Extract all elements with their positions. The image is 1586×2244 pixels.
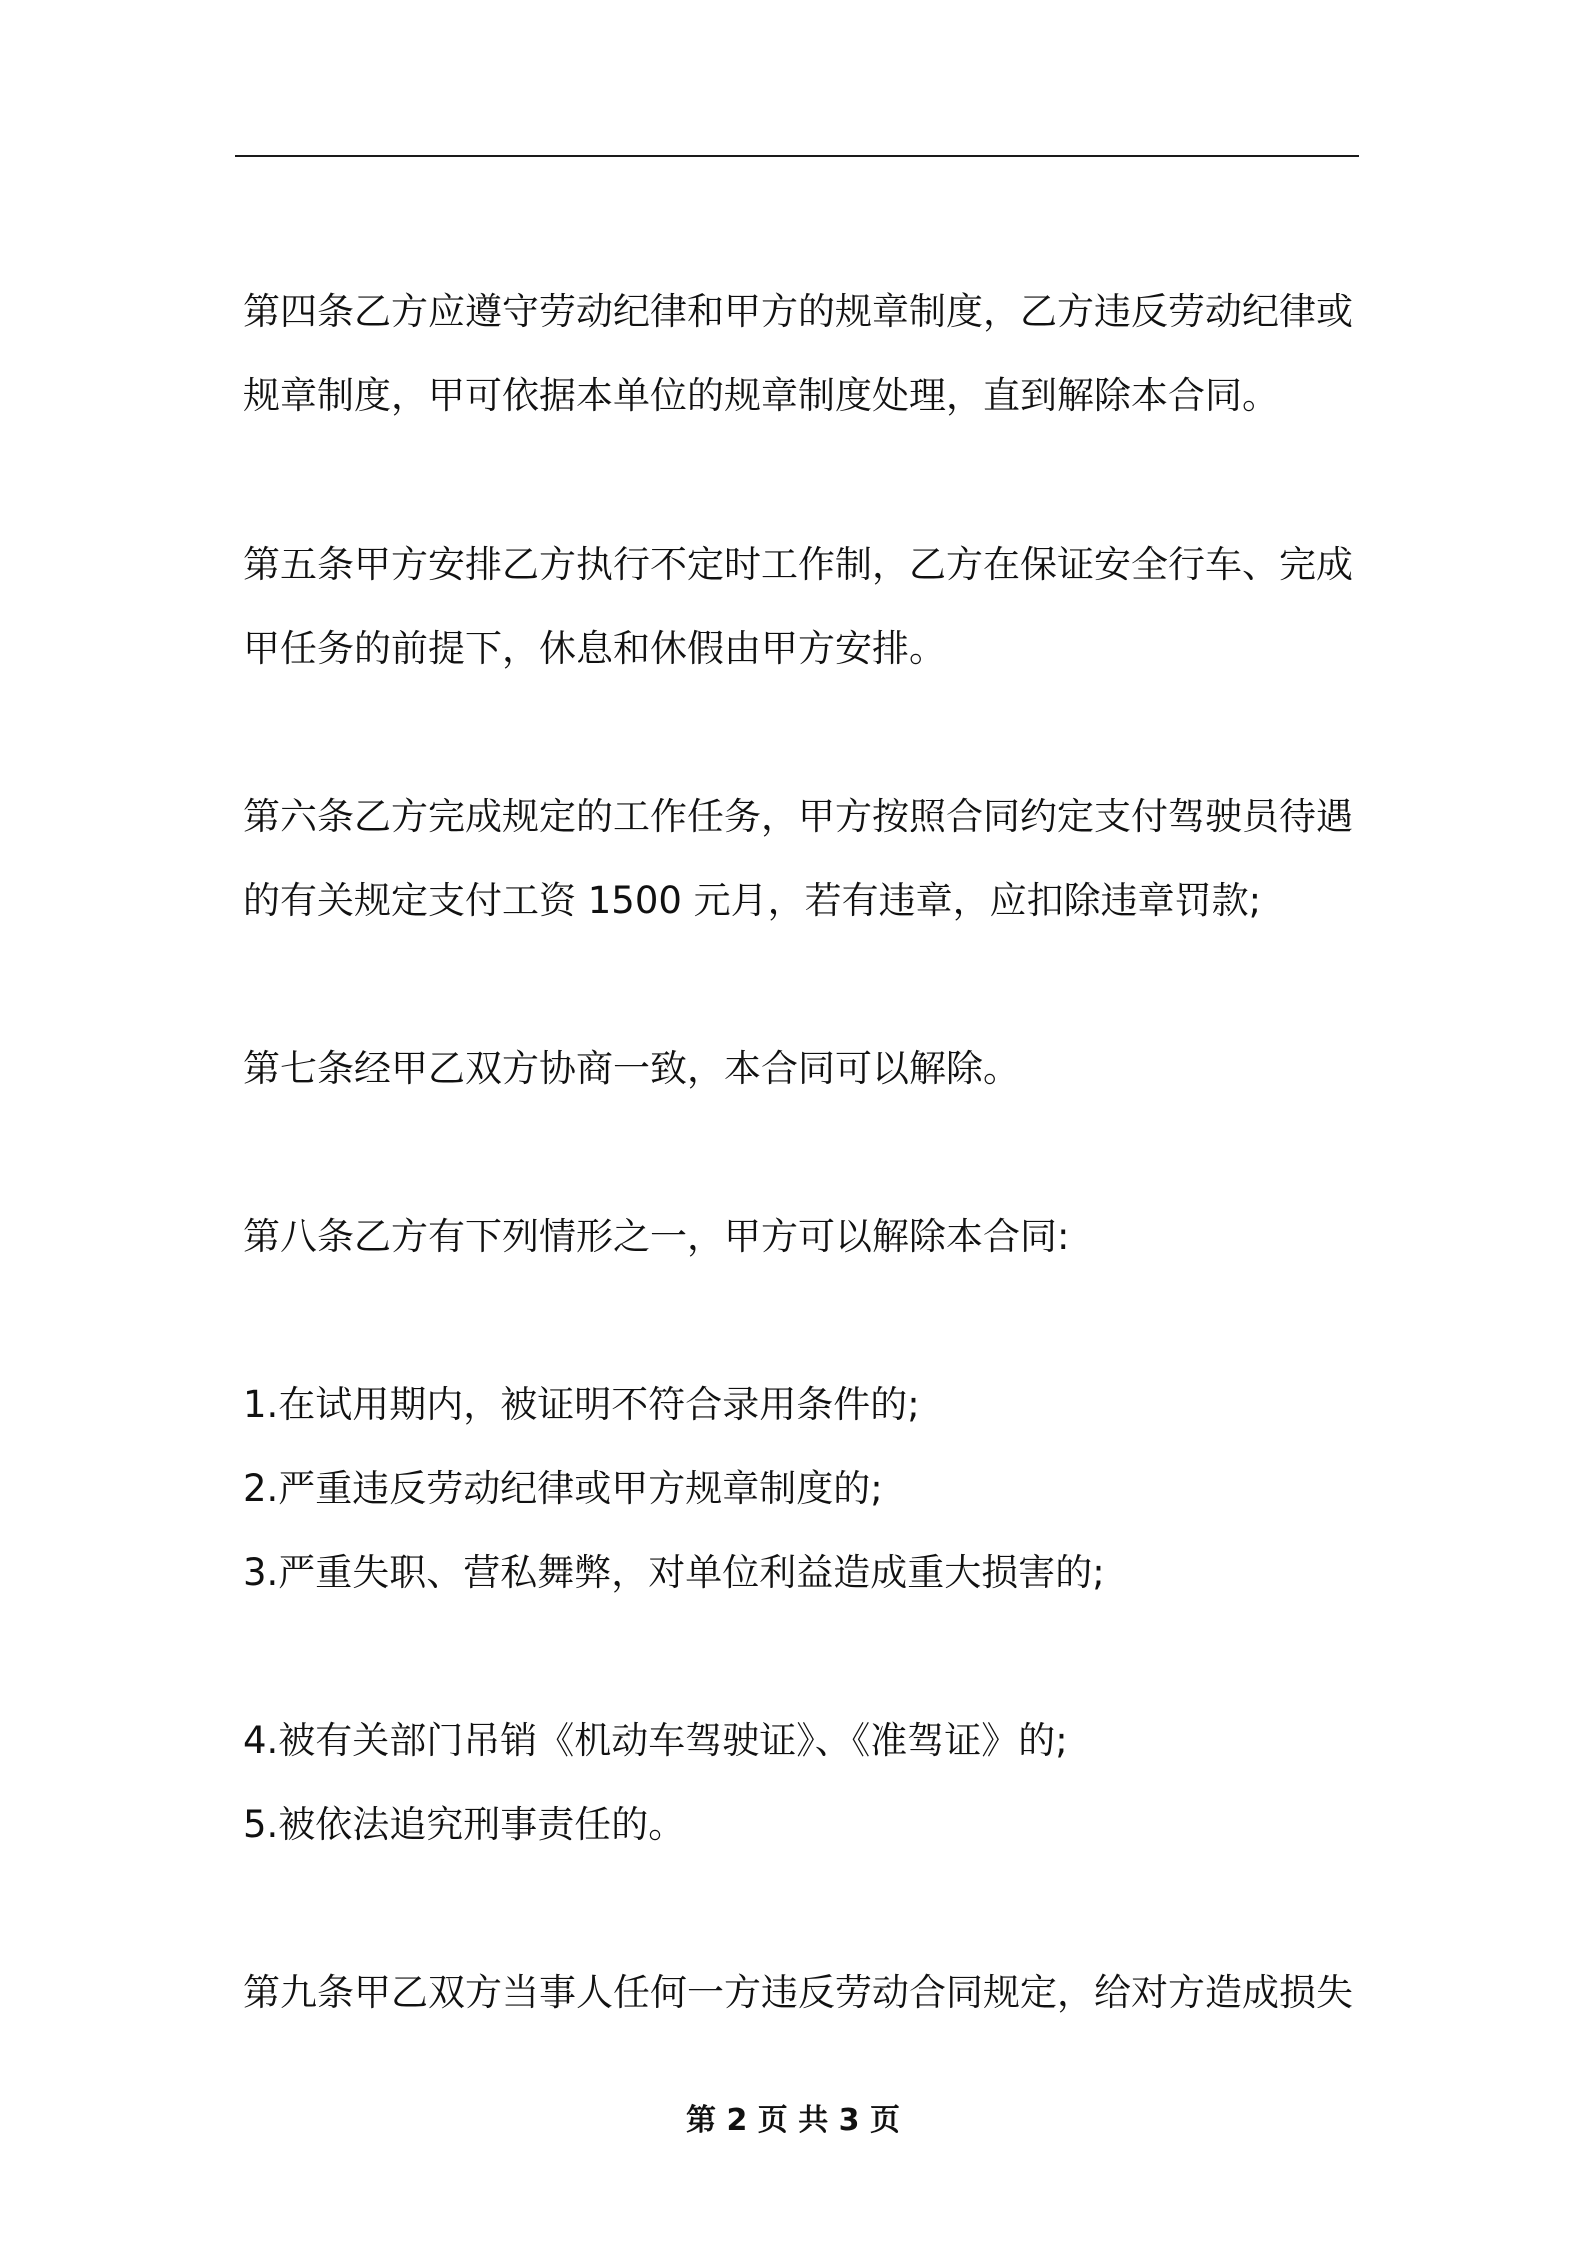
clause-6-line-1: 第六条乙方完成规定的工作任务，甲方按照合同约定支付驾驶员待遇	[243, 795, 1353, 838]
list-item-5: 5.被依法追究刑事责任的。	[243, 1803, 686, 1846]
clause-7: 第七条经甲乙双方协商一致，本合同可以解除。	[243, 1047, 1020, 1090]
list-item-1: 1.在试用期内，被证明不符合录用条件的;	[243, 1383, 920, 1426]
clause-5-line-1: 第五条甲方安排乙方执行不定时工作制，乙方在保证安全行车、完成	[243, 543, 1353, 586]
clause-9-line-1: 第九条甲乙双方当事人任何一方违反劳动合同规定，给对方造成损失	[243, 1971, 1353, 2014]
clause-4-line-2: 规章制度，甲可依据本单位的规章制度处理，直到解除本合同。	[243, 374, 1279, 417]
list-item-2: 2.严重违反劳动纪律或甲方规章制度的;	[243, 1467, 883, 1510]
clause-4-line-1: 第四条乙方应遵守劳动纪律和甲方的规章制度，乙方违反劳动纪律或	[243, 290, 1353, 333]
list-item-4: 4.被有关部门吊销《机动车驾驶证》、《准驾证》的;	[243, 1719, 1068, 1762]
clause-6-line-2: 的有关规定支付工资 1500 元月，若有违章，应扣除违章罚款;	[243, 879, 1262, 922]
list-item-3: 3.严重失职、营私舞弊，对单位利益造成重大损害的;	[243, 1551, 1105, 1594]
header-divider	[235, 155, 1359, 157]
page-number-footer: 第 2 页 共 3 页	[686, 2103, 900, 2138]
clause-5-line-2: 甲任务的前提下，休息和休假由甲方安排。	[243, 627, 946, 670]
clause-8: 第八条乙方有下列情形之一，甲方可以解除本合同:	[243, 1215, 1070, 1258]
